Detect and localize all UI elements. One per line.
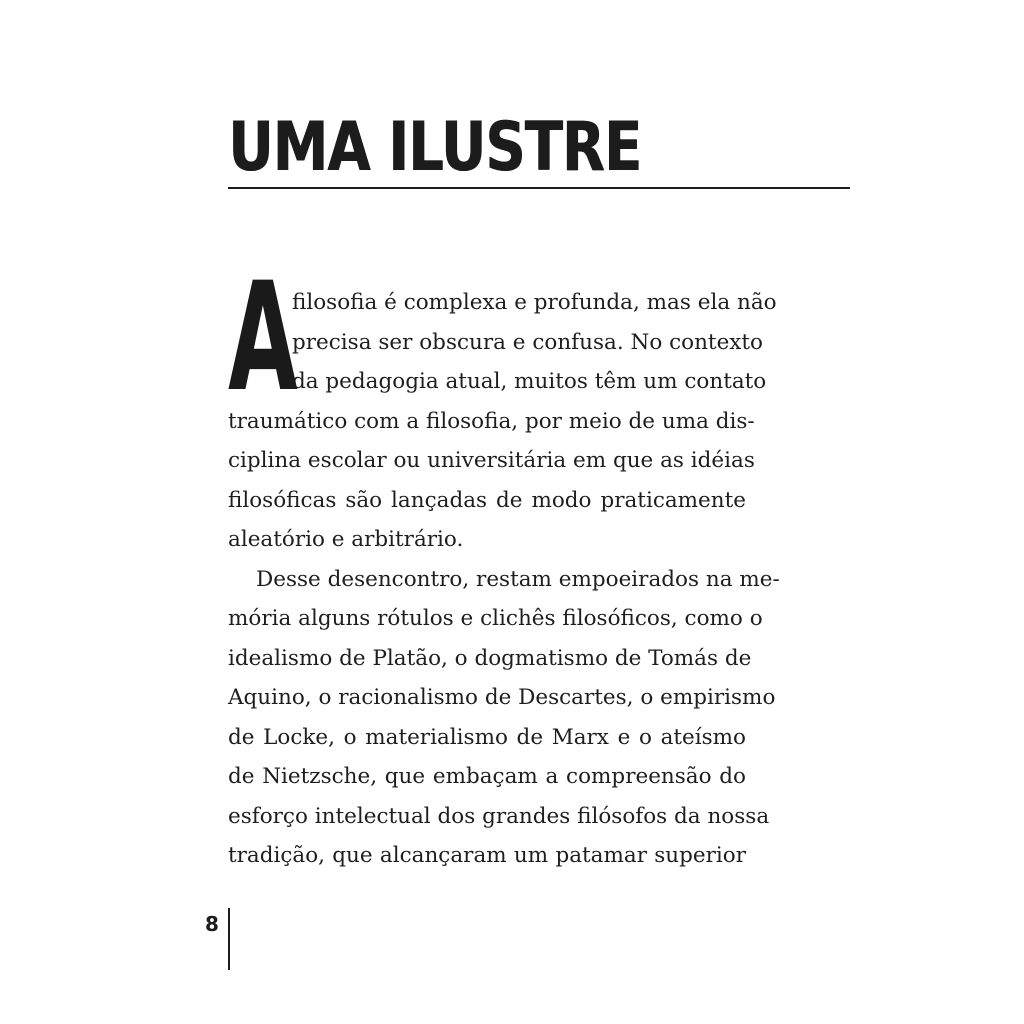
paragraph-1 [228, 251, 777, 560]
paragraph-2 [228, 560, 780, 876]
text-line: traumático com a filosofia, por meio de uma dis- [228, 408, 755, 434]
text-line: de Nietzsche, que embaçam a compreensão do [228, 764, 746, 789]
text-line: Desse desencontro, restam empoeirados na me- [256, 566, 780, 592]
text-line: mória alguns rótulos e clichês filosóficos, como o [228, 606, 763, 631]
text-line: filosóficas são lançadas de modo praticamente [228, 487, 746, 513]
text-line: esforço intelectual dos grandes filósofos da nossa [228, 803, 770, 829]
page-number: 8 [205, 912, 219, 936]
text-line: filosofia é complexa e profunda, mas ela não [292, 290, 777, 315]
text-line: ciplina escolar ou universitária em que as idéias [228, 448, 755, 473]
text-line: tradição, que alcançaram um patamar superior [228, 843, 746, 868]
drop-cap-letter: A [228, 251, 298, 425]
text-line: Aquino, o racionalismo de Descartes, o empirismo [228, 685, 776, 710]
chapter-title: UMA ILUSTRE [228, 108, 642, 187]
text-line: idealismo de Platão, o dogmatismo de Tomás de [228, 645, 752, 671]
page-number-divider [228, 908, 230, 970]
text-line: da pedagogia atual, muitos têm um contato [292, 369, 767, 394]
text-line: precisa ser obscura e confusa. No contexto [292, 329, 764, 355]
title-underline [228, 187, 850, 189]
body-text [228, 251, 780, 876]
text-line: de Locke, o materialismo de Marx e o ateísmo [228, 724, 746, 750]
text-line: aleatório e arbitrário. [228, 527, 464, 552]
